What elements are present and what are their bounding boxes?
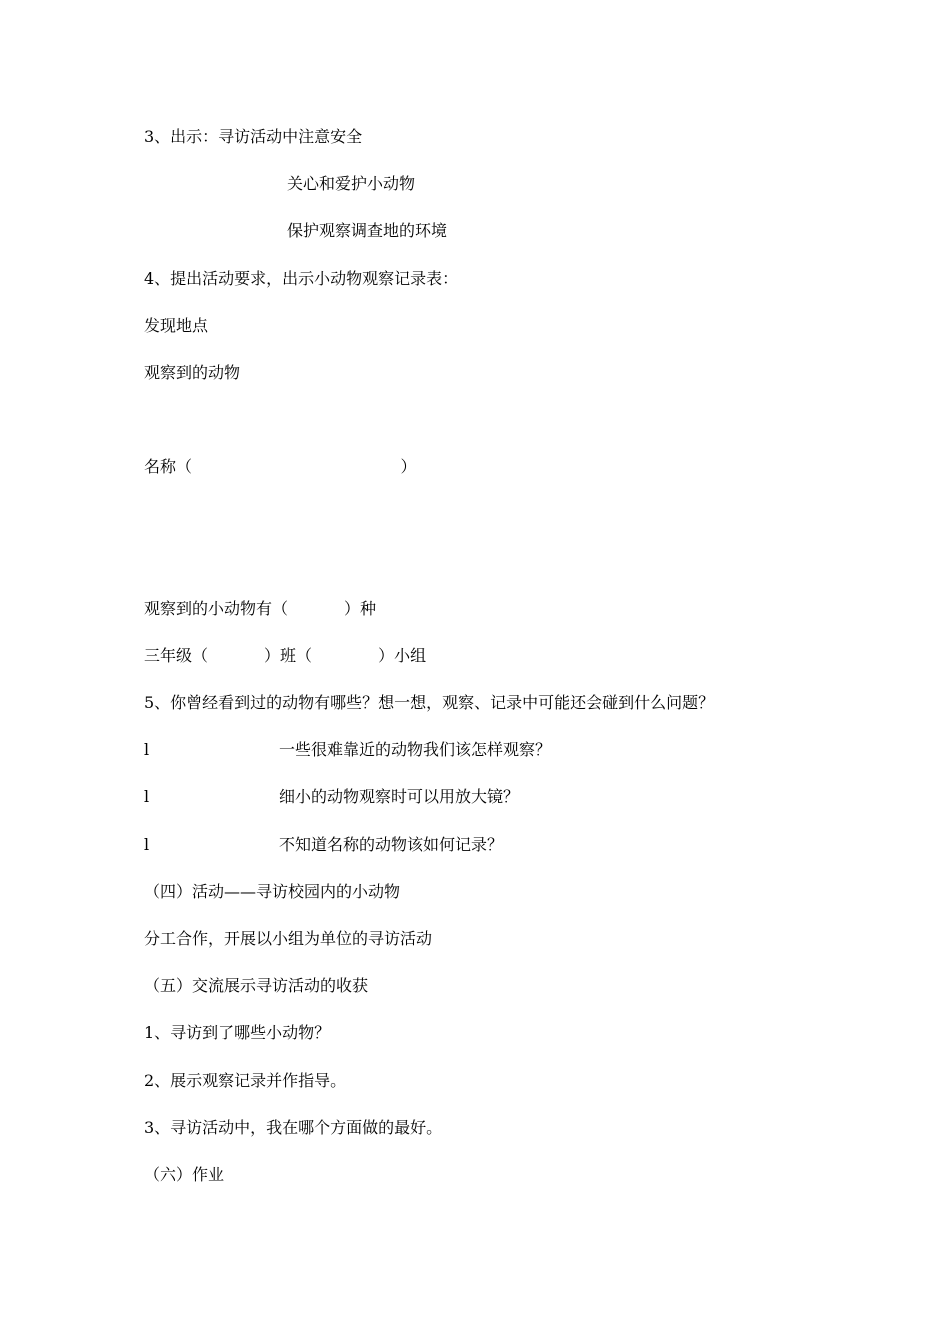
- section-5-heading: （五）交流展示寻访活动的收获: [144, 976, 369, 995]
- question-unknown-name: 不知道名称的动物该如何记录？: [279, 835, 504, 854]
- step-4-heading: 4、提出活动要求，出示小动物观察记录表：: [144, 269, 459, 288]
- record-field-name: 名称（ ）: [144, 457, 417, 476]
- section-6-heading: （六）作业: [144, 1165, 225, 1184]
- safety-item-care-animals: 关心和爱护小动物: [287, 174, 416, 193]
- question-magnifier: 细小的动物观察时可以用放大镜？: [279, 787, 520, 806]
- step-3-heading: 3、出示：寻访活动中注意安全: [144, 127, 363, 146]
- section-5-item-3: 3、寻访活动中，我在哪个方面做的最好。: [144, 1118, 443, 1137]
- section-5-item-2: 2、展示观察记录并作指导。: [144, 1071, 347, 1090]
- record-field-class-group: 三年级（ ）班（ ）小组: [144, 646, 427, 665]
- section-4-heading: （四）活动——寻访校园内的小动物: [144, 882, 401, 901]
- record-field-count: 观察到的小动物有（ ）种: [144, 599, 376, 618]
- section-4-body: 分工合作，开展以小组为单位的寻访活动: [144, 929, 433, 948]
- section-5-item-1: 1、寻访到了哪些小动物？: [144, 1023, 331, 1042]
- record-field-animals: 观察到的动物: [144, 363, 241, 382]
- step-5-heading: 5、你曾经看到过的动物有哪些？想一想，观察、记录中可能还会碰到什么问题？: [144, 693, 715, 712]
- bullet-mark: l: [144, 787, 150, 806]
- record-field-location: 发现地点: [144, 316, 209, 335]
- bullet-mark: l: [144, 740, 150, 759]
- question-hard-to-approach: 一些很难靠近的动物我们该怎样观察？: [279, 740, 552, 759]
- bullet-mark: l: [144, 835, 150, 854]
- safety-item-protect-environment: 保护观察调查地的环境: [287, 221, 448, 240]
